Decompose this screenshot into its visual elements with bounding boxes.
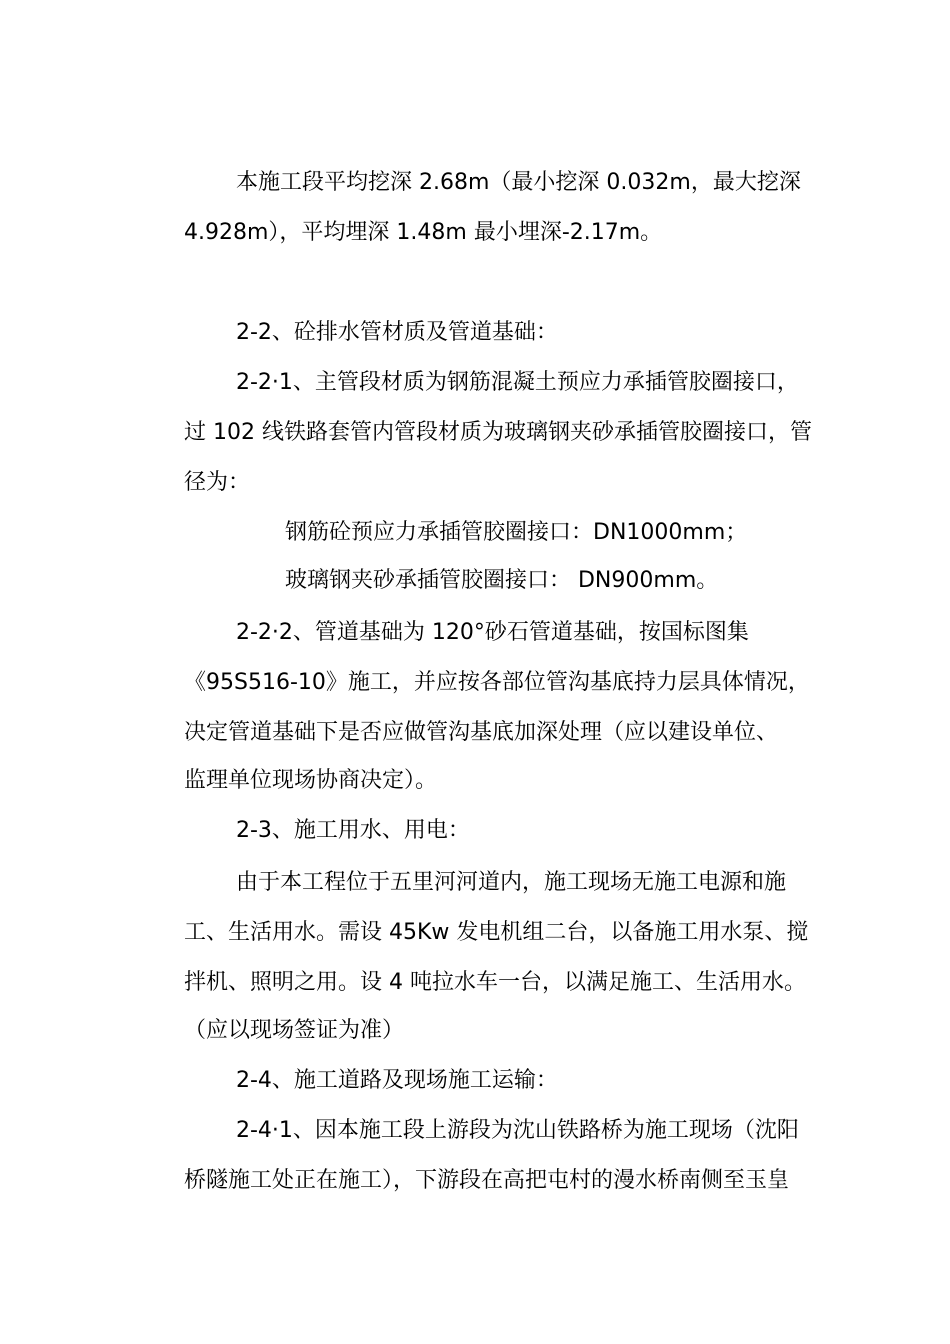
pipe-spec-fiberglass: 玻璃钢夹砂承插管胶圈接口： DN900mm。 (285, 568, 719, 593)
paragraph-water-power-line-1: 由于本工程位于五里河河道内，施工现场无施工电源和施 (236, 870, 787, 895)
clause-2-2-2-line-1: 2-2·2、管道基础为 120°砂石管道基础，按国标图集 (236, 620, 749, 645)
clause-2-4-1-line-1: 2-4·1、因本施工段上游段为沈山铁路桥为施工现场（沈阳 (236, 1118, 799, 1143)
clause-2-4-1-line-2: 桥隧施工处正在施工），下游段在高把屯村的漫水桥南侧至玉皇 (184, 1168, 790, 1193)
clause-2-2-1-line-3: 径为： (184, 470, 251, 495)
clause-2-2-1-line-1: 2-2·1、主管段材质为钢筋混凝土预应力承插管胶圈接口， (236, 370, 799, 395)
clause-2-2-2-line-4: 监理单位现场协商决定）。 (184, 768, 438, 793)
paragraph-water-power-line-3: 拌机、照明之用。设 4 吨拉水车一台，以满足施工、生活用水。 (184, 970, 806, 995)
paragraph-water-power-line-4: （应以现场签证为准） (184, 1018, 405, 1043)
pipe-spec-concrete: 钢筋砼预应力承插管胶圈接口：DN1000mm； (285, 520, 748, 545)
paragraph-excavation-depth-line-1: 本施工段平均挖深 2.68m（最小挖深 0.032m，最大挖深 (236, 170, 801, 195)
section-heading-2-3: 2-3、施工用水、用电： (236, 818, 470, 843)
section-heading-2-4: 2-4、施工道路及现场施工运输： (236, 1068, 558, 1093)
clause-2-2-2-line-2: 《95S516-10》施工，并应按各部位管沟基底持力层具体情况， (184, 670, 810, 695)
section-heading-2-2: 2-2、砼排水管材质及管道基础： (236, 320, 558, 345)
clause-2-2-1-line-2: 过 102 线铁路套管内管段材质为玻璃钢夹砂承插管胶圈接口，管 (184, 420, 812, 445)
paragraph-water-power-line-2: 工、生活用水。需设 45Kw 发电机组二台，以备施工用水泵、搅 (184, 920, 809, 945)
paragraph-excavation-depth-line-2: 4.928m），平均埋深 1.48m 最小埋深-2.17m。 (184, 220, 663, 245)
clause-2-2-2-line-3: 决定管道基础下是否应做管沟基底加深处理（应以建设单位、 (184, 720, 779, 745)
